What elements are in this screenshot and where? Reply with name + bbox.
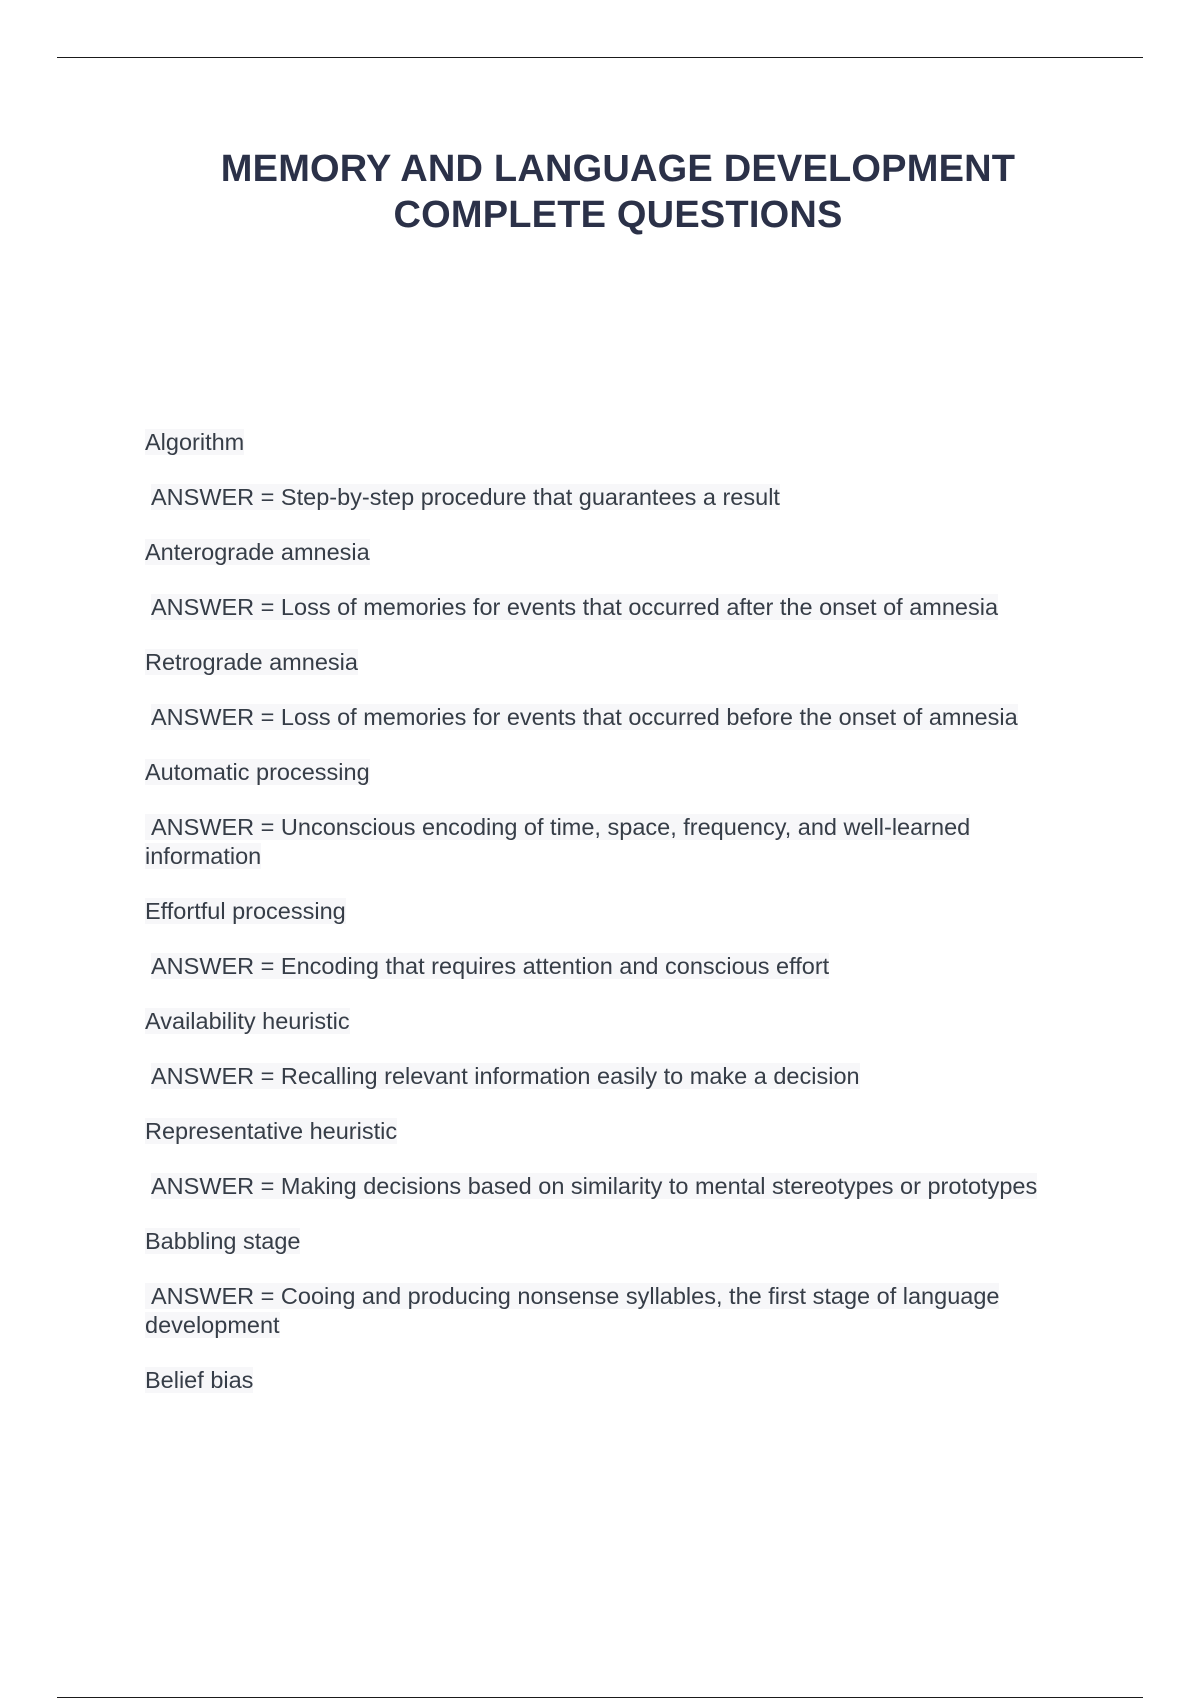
answer-retrograde-amnesia: ANSWER = Loss of memories for events that occurred before the onset of amnesia [151, 704, 1018, 730]
answer-automatic-processing: ANSWER = Unconscious encoding of time, space, frequency, and well-learned information [145, 814, 971, 869]
answer-anterograde-amnesia: ANSWER = Loss of memories for events that occurred after the onset of amnesia [151, 594, 999, 620]
term-algorithm: Algorithm [145, 429, 245, 455]
answer-effortful-processing: ANSWER = Encoding that requires attention and conscious effort [151, 953, 830, 979]
term-babbling-stage: Babbling stage [145, 1228, 301, 1254]
title-line-2: COMPLETE QUESTIONS [393, 194, 843, 236]
term-effortful-processing: Effortful processing [145, 898, 346, 924]
footer-rule [57, 1697, 1143, 1698]
term-retrograde-amnesia: Retrograde amnesia [145, 649, 358, 675]
header-rule [57, 57, 1143, 58]
term-belief-bias: Belief bias [145, 1367, 254, 1393]
question-answer-list [145, 428, 1075, 1421]
term-representative-heuristic: Representative heuristic [145, 1118, 398, 1144]
answer-algorithm: ANSWER = Step-by-step procedure that guarantees a result [151, 484, 780, 510]
answer-babbling-stage: ANSWER = Cooing and producing nonsense syllables, the first stage of language development [145, 1283, 1000, 1338]
term-anterograde-amnesia: Anterograde amnesia [145, 539, 370, 565]
answer-representative-heuristic: ANSWER = Making decisions based on similarity to mental stereotypes or prototypes [151, 1173, 1038, 1199]
term-automatic-processing: Automatic processing [145, 759, 370, 785]
page-title [0, 146, 1200, 238]
title-line-1: MEMORY AND LANGUAGE DEVELOPMENT [220, 148, 1016, 190]
term-availability-heuristic: Availability heuristic [145, 1008, 350, 1034]
answer-availability-heuristic: ANSWER = Recalling relevant information easily to make a decision [151, 1063, 860, 1089]
